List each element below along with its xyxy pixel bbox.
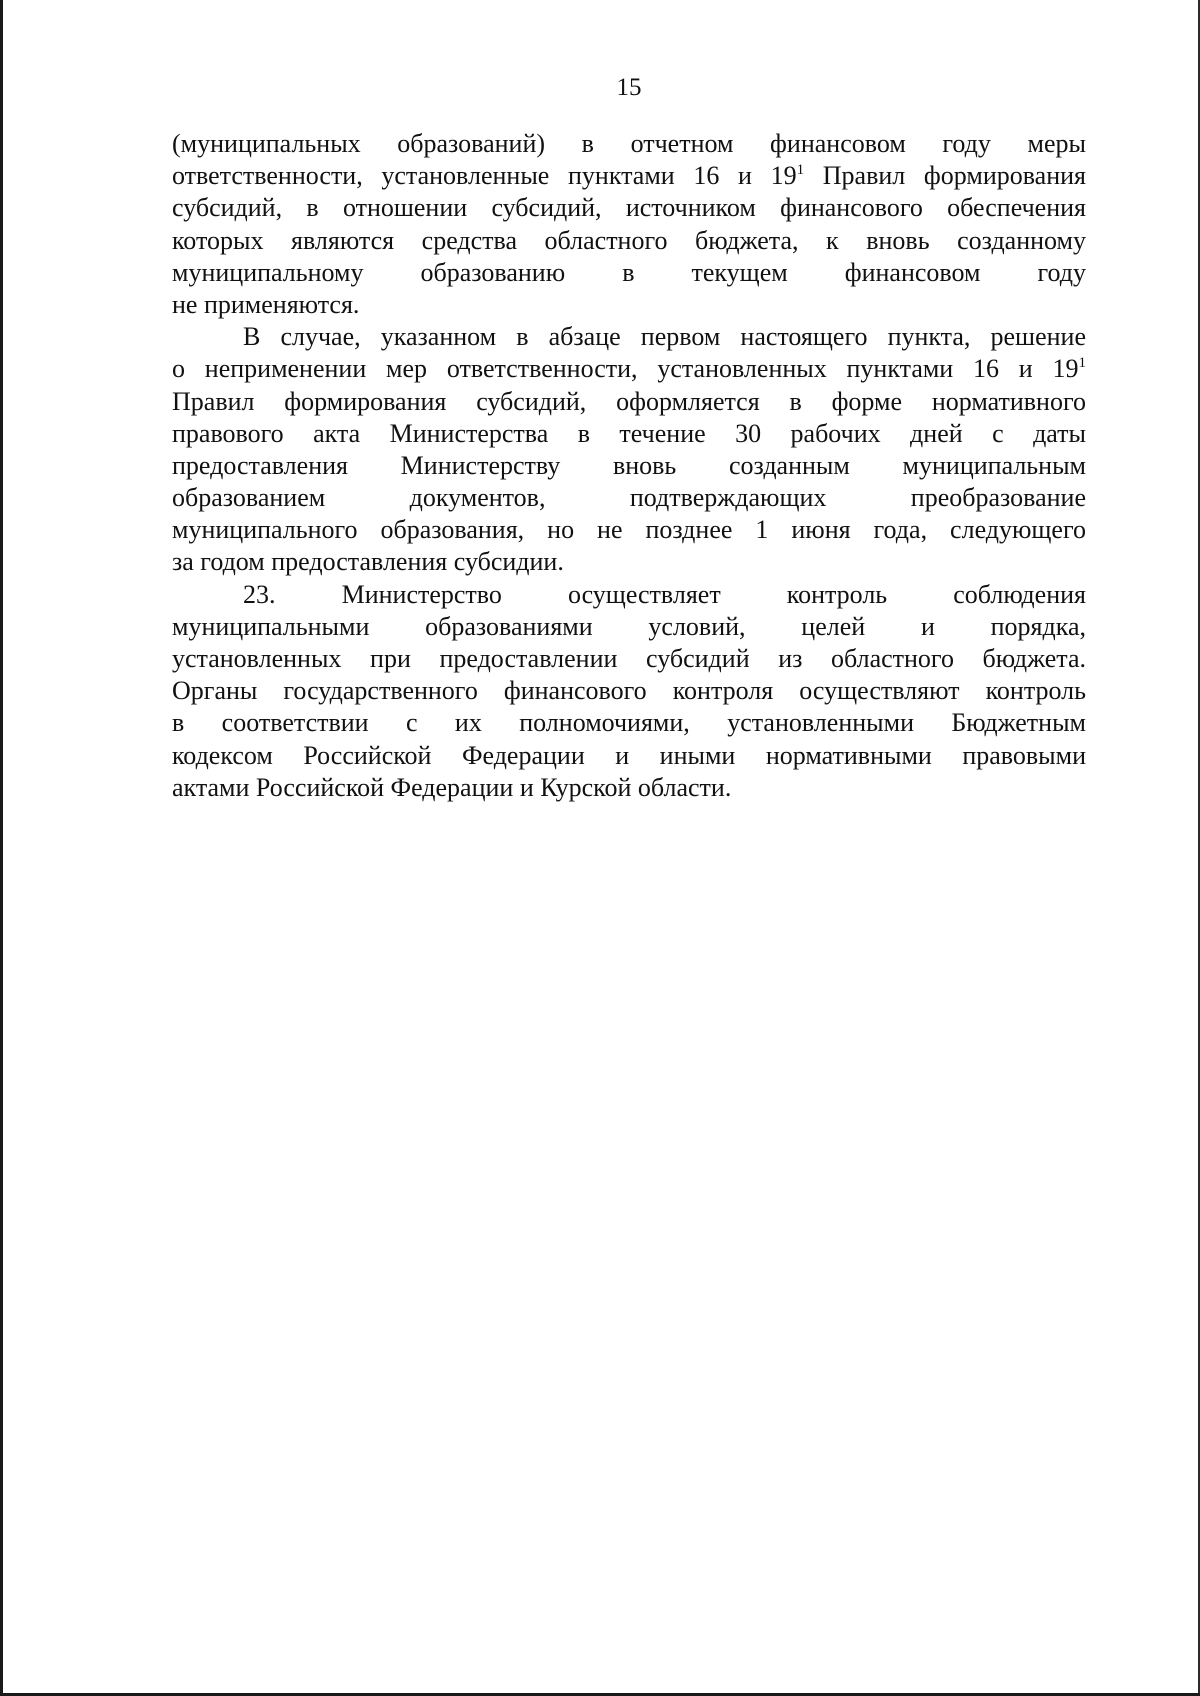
- paragraph-decision: [172, 321, 1086, 579]
- text-fragment: Правил формирования: [804, 161, 1086, 191]
- page-number: 15: [616, 74, 642, 101]
- text-line: кодексом Российской Федерации и иными нормативными правовыми: [172, 740, 1086, 770]
- paragraph-23-control: [172, 579, 1086, 804]
- superscript: 1: [1078, 355, 1086, 372]
- text-line: 23. Министерство осуществляет контроль соблюдения: [243, 579, 1086, 609]
- text-line: муниципального образования, но не позднее 1 июня года, следующего: [172, 515, 1086, 545]
- text-line: Правил формирования субсидий, оформляется в форме нормативного: [172, 386, 1086, 416]
- text-line: субсидий, в отношении субсидий, источником финансового обеспечения: [172, 193, 1086, 223]
- text-line: муниципальными образованиями условий, целей и порядка,: [172, 611, 1086, 641]
- text-line: В случае, указанном в абзаце первом настоящего пункта, решение: [243, 322, 1086, 352]
- text-line: муниципальному образованию в текущем финансовом году: [172, 257, 1086, 287]
- superscript: 1: [796, 162, 805, 179]
- text-line: установленных при предоставлении субсидий из областного бюджета.: [172, 644, 1086, 673]
- text-line: которых являются средства областного бюджета, к вновь созданному: [172, 225, 1086, 255]
- text-line: актами Российской Федерации и Курской области.: [172, 772, 732, 802]
- text-line: [172, 160, 1086, 192]
- text-line: (муниципальных образований) в отчетном финансовом году меры: [172, 129, 1086, 158]
- text-fragment: о неприменении мер ответственности, установленных пунктами 16 и 19: [172, 354, 1079, 384]
- text-line: за годом предоставления субсидии.: [172, 547, 564, 577]
- text-line: предоставления Министерству вновь созданным муниципальным: [172, 450, 1086, 480]
- text-fragment: ответственности, установленные пунктами 16 и 19: [172, 161, 797, 191]
- text-line: правового акта Министерства в течение 30 рабочих дней с даты: [172, 418, 1086, 448]
- paragraph-continuation: [172, 128, 1086, 321]
- text-line: образованием документов, подтверждающих преобразование: [172, 483, 1086, 513]
- scan-border-left: [0, 0, 3, 1696]
- document-body: [172, 128, 1086, 804]
- text-line: Органы государственного финансового контроля осуществляют контроль: [172, 676, 1086, 706]
- text-line: [172, 353, 1086, 385]
- text-line: не применяются.: [172, 289, 360, 319]
- text-line: в соответствии с их полномочиями, установленными Бюджетным: [172, 708, 1086, 738]
